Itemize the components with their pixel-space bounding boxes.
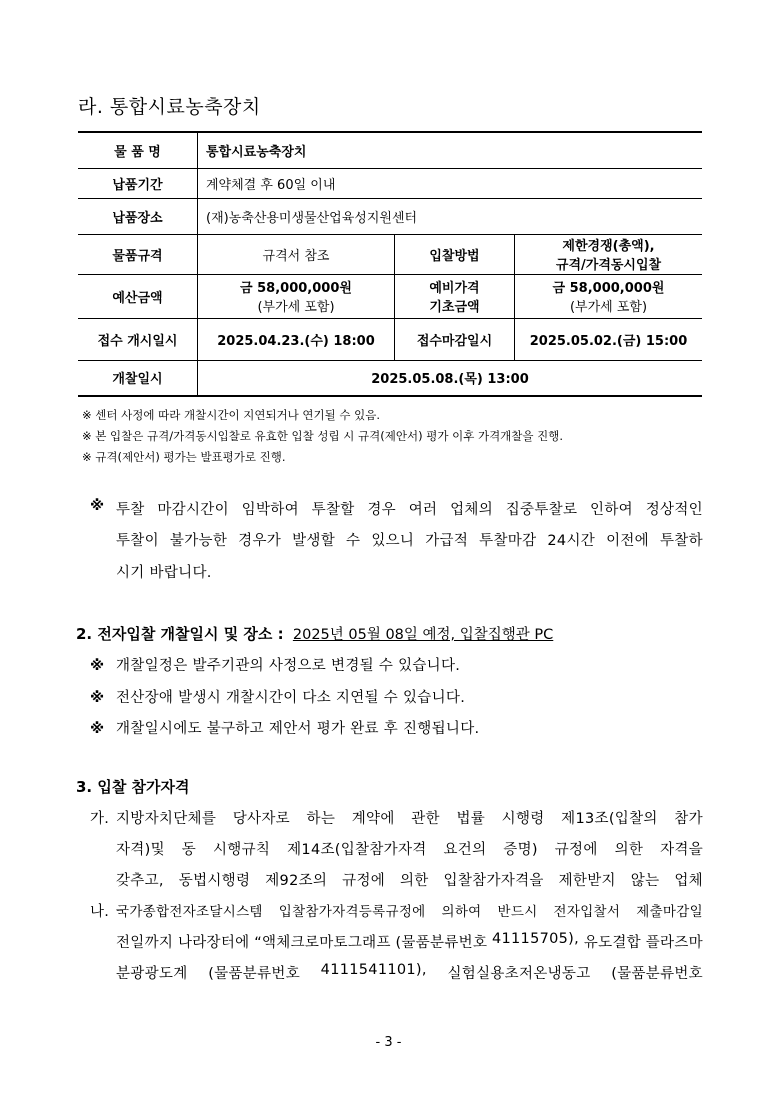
word: 있으니 <box>371 533 415 549</box>
deadline-value: 2025.05.02.(금) 15:00 <box>515 318 703 360</box>
word: 투찰 <box>116 502 145 518</box>
list-mark: ※ <box>90 658 105 674</box>
table-row <box>78 168 702 198</box>
word: 시행령 <box>501 811 545 827</box>
item-b-line-2 <box>116 931 703 952</box>
delivery-period-value: 계약체결 후 60일 이내 <box>198 168 703 198</box>
note-3: ※ 규격(제안서) 평가는 발표평가로 진행. <box>82 450 286 464</box>
word: 않는 <box>630 873 660 889</box>
word: 증명) <box>503 842 538 858</box>
word: 투찰이 <box>116 533 159 549</box>
word: 제14조(입찰참가자격 <box>287 842 427 858</box>
item-b-line-3 <box>116 962 703 983</box>
word: 투찰할 <box>311 502 355 518</box>
word: 나라장터에 <box>177 935 250 951</box>
section-title: 라. 통합시료농축장치 <box>78 96 261 118</box>
word: 법률 <box>456 811 486 827</box>
word: 유도결합 <box>583 935 641 951</box>
list-item-text: 개찰일정은 발주기관의 사정으로 변경될 수 있습니다. <box>116 658 461 674</box>
table-row <box>78 198 702 234</box>
table-row <box>78 234 702 274</box>
word: 동 <box>181 842 197 858</box>
item-b-line-1 <box>116 900 703 920</box>
list-mark: ※ <box>90 721 105 737</box>
word: 의하여 <box>441 904 482 920</box>
word: 입찰참가자격등록규정에 <box>278 904 426 920</box>
item-b-label: 나. <box>90 904 110 920</box>
budget-note: (부가세 포함) <box>257 300 335 315</box>
word: 발생할 <box>292 533 335 549</box>
word: 여러 <box>408 502 438 518</box>
word: 분광광도계 <box>116 966 188 982</box>
item-value: 통합시료농축장치 <box>198 132 703 168</box>
opening-label: 개찰일시 <box>78 360 198 396</box>
word: 계약에 <box>351 811 395 827</box>
word: 마감시간이 <box>157 502 229 518</box>
word: 시행규칙 <box>212 842 271 858</box>
delivery-place-value: (재)농축산용미생물산업육성지원센터 <box>198 198 703 234</box>
word: 실험실용초저온냉동고 <box>447 966 591 982</box>
section2-detail: 2025년 05월 08일 예정, 입찰집행관 PC <box>292 627 554 643</box>
spec-value: 규격서 참조 <box>198 234 395 274</box>
word: 갖추고, <box>116 873 164 889</box>
bid-spec-table <box>78 131 702 397</box>
bid-method-value <box>515 234 703 274</box>
word: 지방자치단체를 <box>116 811 217 827</box>
note-2: ※ 본 입찰은 규격/가격동시입찰로 유효한 입찰 성립 시 규격(제안서) 평가 이후 가격개찰을 진행. <box>82 429 564 443</box>
word: “액체크로마토그래프 <box>254 935 391 951</box>
word: 제13조(입찰의 <box>561 811 658 827</box>
word: 의한 <box>614 842 644 858</box>
word: 제출마감일 <box>636 904 703 920</box>
table-row <box>78 318 702 360</box>
item-a-line-2 <box>116 838 703 859</box>
section2-heading-row <box>76 623 553 644</box>
word: 수 <box>346 533 361 549</box>
est-price-value: 금 58,000,000원 <box>552 281 665 296</box>
word: 관한 <box>411 811 440 827</box>
word: 투찰하 <box>659 533 703 549</box>
word: 불가능한 <box>169 533 228 549</box>
est-price-label <box>395 274 515 318</box>
delivery-period-label: 납품기간 <box>78 168 198 198</box>
word: 전일까지 <box>116 935 174 951</box>
word: 투찰마감 <box>479 533 537 549</box>
start-label: 접수 개시일시 <box>78 318 198 360</box>
warning-line-3: 시기 바랍니다. <box>116 565 212 581</box>
notes <box>82 405 563 468</box>
list-item <box>90 686 465 707</box>
deadline-label: 접수마감일시 <box>395 318 515 360</box>
word: 자격)및 <box>116 842 165 858</box>
word: 제92조의 <box>265 873 328 889</box>
item-a-line-3 <box>116 869 703 890</box>
item-a-line-1 <box>116 807 703 828</box>
word: 반드시 <box>497 904 538 920</box>
list-item-text: 전산장애 발생시 개찰시간이 다소 지연될 수 있습니다. <box>116 690 466 706</box>
word: 이전에 <box>606 533 649 549</box>
word: 가급적 <box>425 533 469 549</box>
budget-label: 예산금액 <box>78 274 198 318</box>
word: 전자입찰서 <box>553 904 621 920</box>
bid-method-line-1: 제한경쟁(총액), <box>562 239 655 254</box>
word: 24시간 <box>547 533 596 549</box>
word: 4111541101), <box>320 962 427 978</box>
bid-method-label: 입찰방법 <box>395 234 515 274</box>
word: 규정에 <box>342 873 386 889</box>
word: 요건의 <box>443 842 487 858</box>
page-number: - 3 - <box>375 1035 402 1050</box>
list-mark: ※ <box>90 690 105 706</box>
delivery-place-label: 납품장소 <box>78 198 198 234</box>
item-a-label: 가. <box>90 811 110 827</box>
est-price-cell <box>515 274 703 318</box>
bid-method-line-2: 규격/가격동시입찰 <box>555 258 662 273</box>
budget-value: 금 58,000,000원 <box>240 281 352 296</box>
section3-heading: 3. 입찰 참가자격 <box>76 778 190 796</box>
list-item <box>90 717 479 738</box>
word: 참가 <box>674 811 703 827</box>
table-row <box>78 132 702 168</box>
est-price-label-line-2: 기초금액 <box>429 300 480 315</box>
word: 동법시행령 <box>178 873 251 889</box>
word: 집중투찰로 <box>505 502 578 518</box>
word: 의한 <box>399 873 429 889</box>
budget-cell <box>198 274 395 318</box>
word: 국가종합전자조달시스템 <box>116 904 263 920</box>
table-row <box>78 274 702 318</box>
word: 경우 <box>367 502 396 518</box>
word: 정상적인 <box>645 502 703 518</box>
est-price-note: (부가세 포함) <box>569 300 648 315</box>
section2-heading: 2. 전자입찰 개찰일시 및 장소 : <box>76 625 284 643</box>
word: 당사자로 <box>232 811 290 827</box>
list-item-text: 개찰일시에도 불구하고 제안서 평가 완료 후 진행됩니다. <box>116 721 480 737</box>
word: (물품분류번호 <box>395 935 488 951</box>
word: 플라즈마 <box>645 935 703 951</box>
word: 임박하여 <box>241 502 299 518</box>
word: 경우가 <box>238 533 282 549</box>
note-1: ※ 센터 사정에 따라 개찰시간이 지연되거나 연기될 수 있음. <box>82 408 381 422</box>
word: (물품분류번호 <box>611 966 703 982</box>
spec-label: 물품규격 <box>78 234 198 274</box>
word: 하는 <box>306 811 336 827</box>
word: 업체 <box>674 873 703 889</box>
list-item <box>90 654 460 675</box>
word: 규정에 <box>554 842 598 858</box>
warning-line-2 <box>116 529 703 550</box>
word: 입찰참가자격을 <box>443 873 544 889</box>
word: 자격을 <box>660 842 703 858</box>
warning-mark: ※ <box>90 498 105 514</box>
word: 41115705), <box>491 931 580 947</box>
item-label: 물 품 명 <box>78 132 198 168</box>
est-price-label-line-1: 예비가격 <box>429 281 480 296</box>
word: 제한받지 <box>558 873 616 889</box>
start-value: 2025.04.23.(수) 18:00 <box>198 318 395 360</box>
word: (물품분류번호 <box>208 966 301 982</box>
word: 인하여 <box>590 502 633 518</box>
table-row <box>78 360 702 396</box>
opening-value: 2025.05.08.(목) 13:00 <box>198 360 703 396</box>
warning-line-1 <box>116 498 703 519</box>
word: 업체의 <box>450 502 493 518</box>
